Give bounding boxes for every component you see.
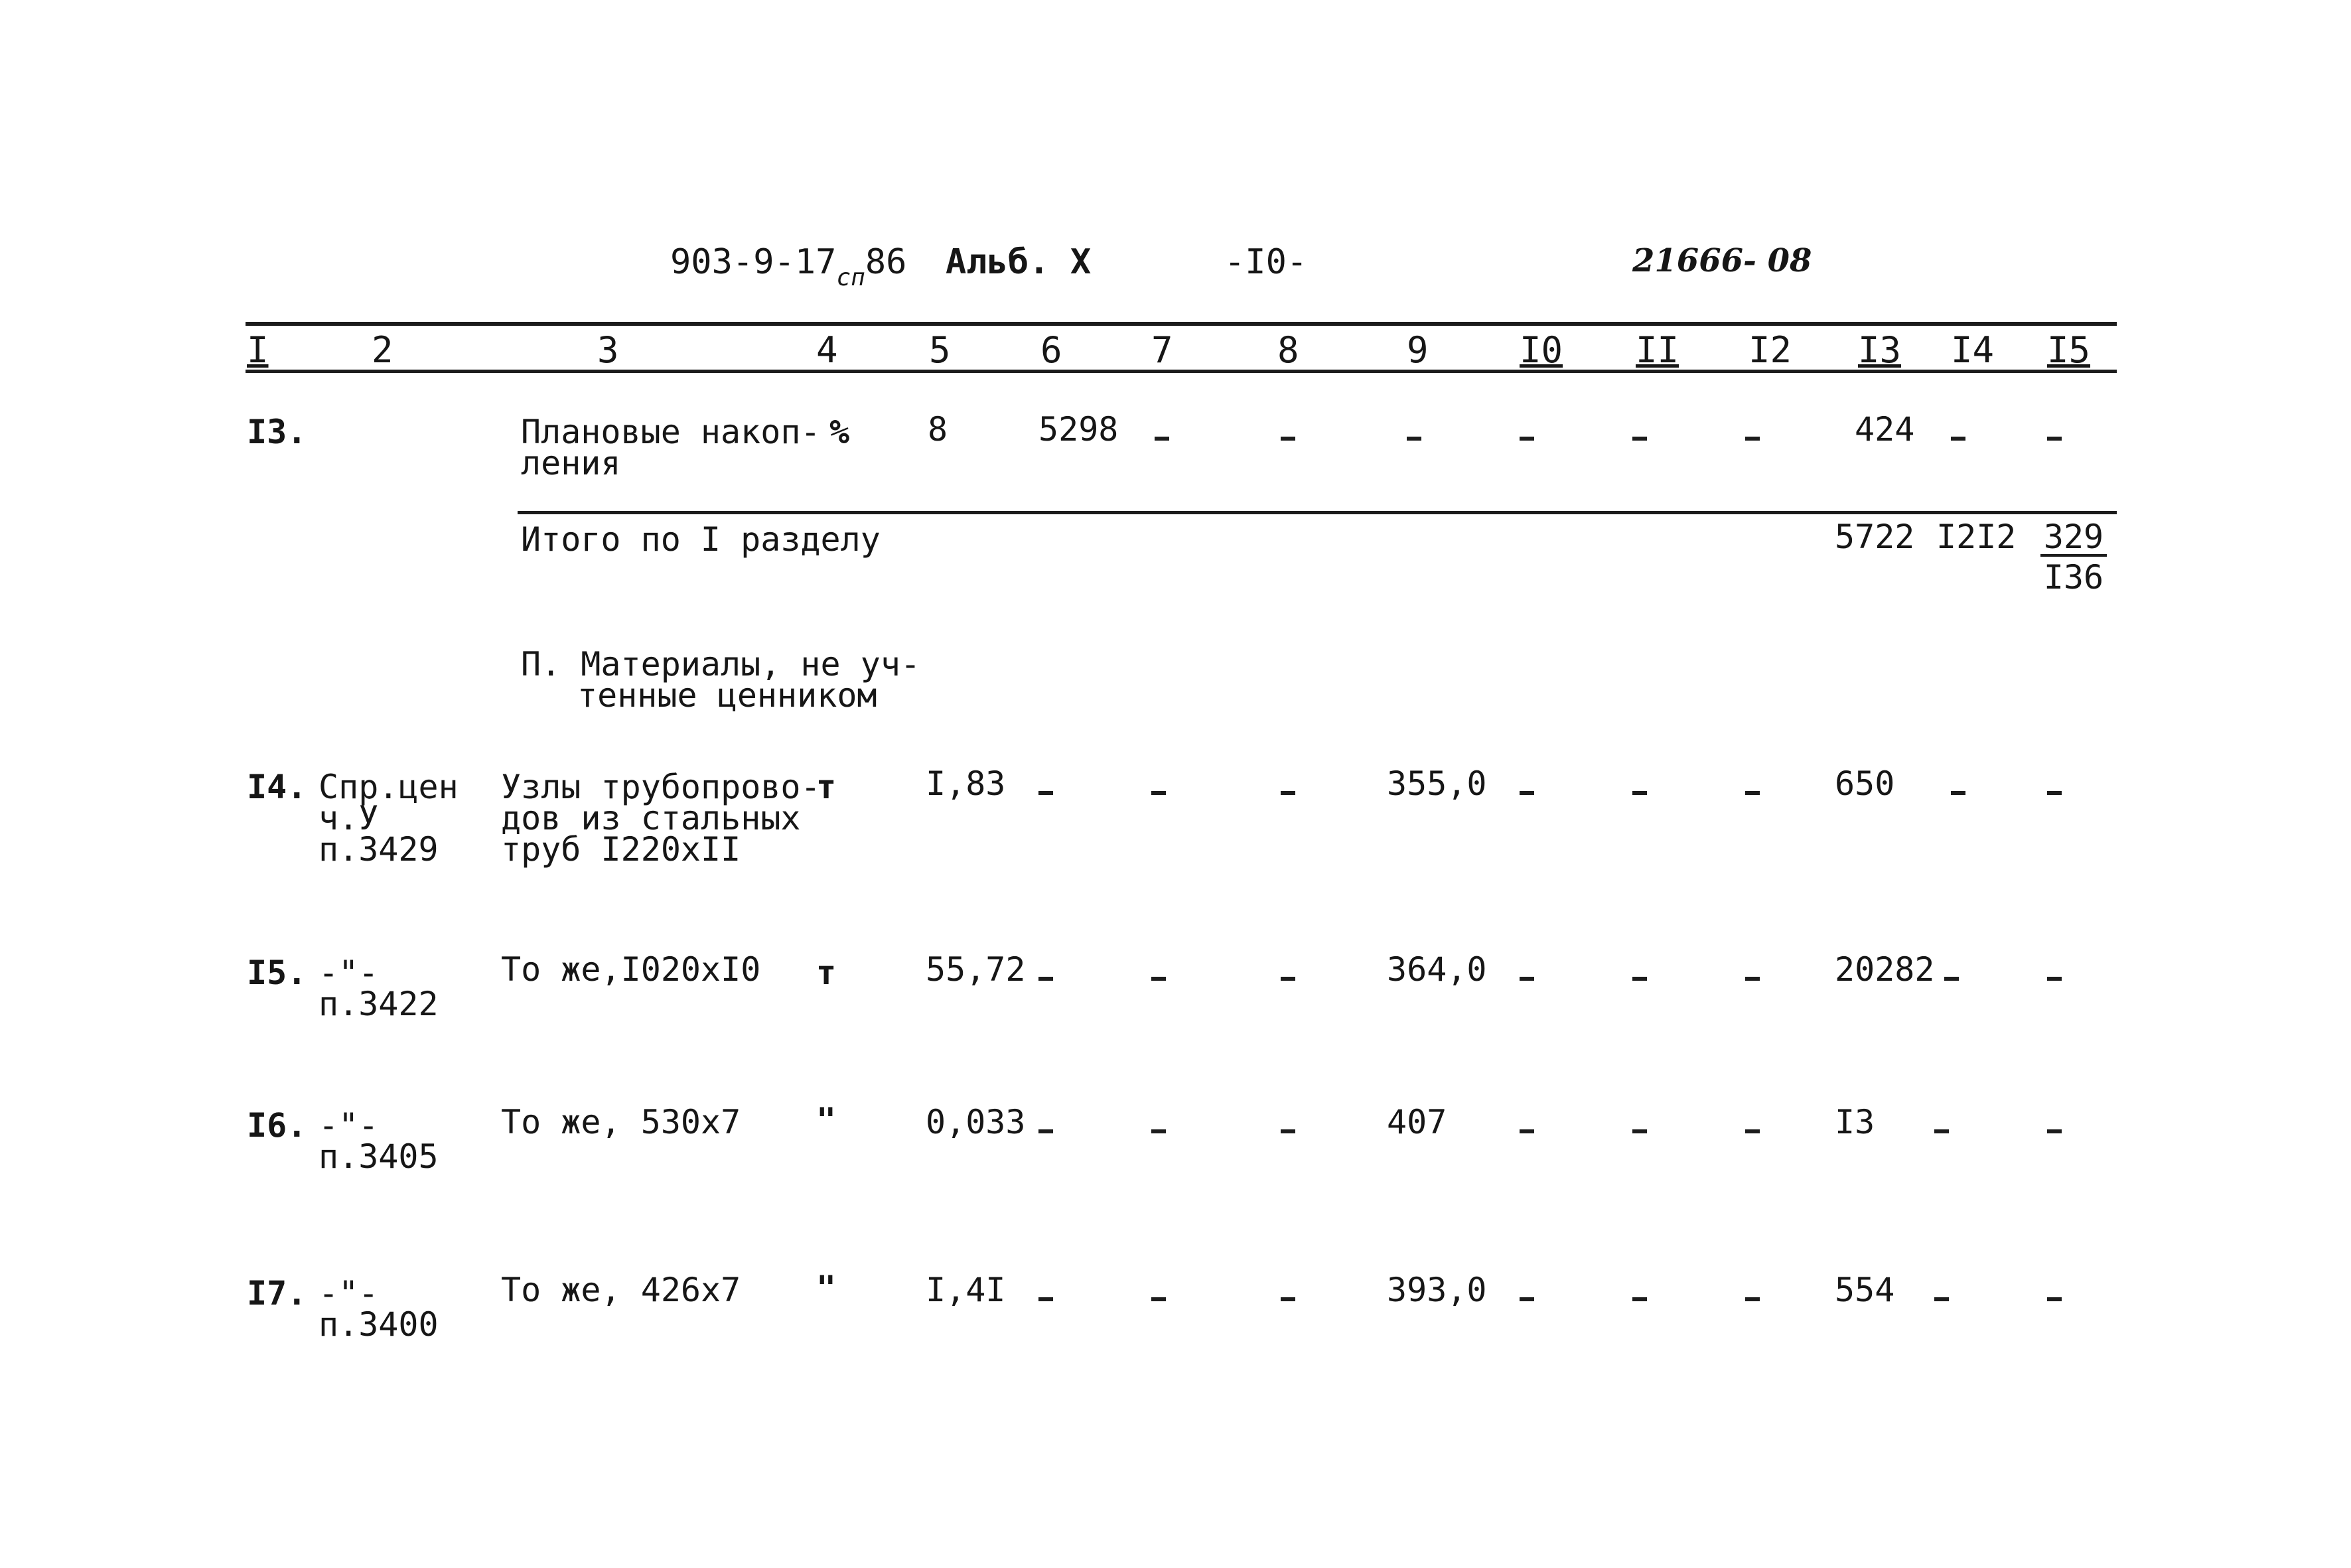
dash-col6	[1038, 1297, 1053, 1301]
row-col13: 424	[1855, 410, 1915, 449]
col-header-13: I3	[1858, 329, 1902, 371]
dash-col14	[1951, 791, 1965, 795]
row-source-line-3: п.3429	[319, 830, 439, 869]
row-name: То же,I020хI0	[501, 950, 761, 989]
row-source-line-2: п.3405	[319, 1137, 439, 1176]
dash-col10	[1520, 437, 1534, 441]
dash-col12	[1745, 977, 1760, 981]
dash-col11	[1632, 791, 1647, 795]
section-heading-line-1: П. Материалы, не уч-	[521, 645, 921, 683]
row-unit: т	[816, 954, 837, 992]
row-source-line-1: -"-	[319, 1274, 379, 1313]
row-name-line-2: ления	[521, 444, 621, 482]
archive-number: 21666- 08	[1632, 242, 1812, 279]
dash-col7	[1151, 1129, 1166, 1133]
dash-col7	[1151, 977, 1166, 981]
row-source-line-2: п.3400	[319, 1305, 439, 1344]
dash-col15	[2047, 791, 2062, 795]
dash-col9	[1407, 437, 1421, 441]
total-col15-fraction	[2040, 518, 2107, 597]
col-header-15: I5	[2047, 329, 2091, 371]
col-header-2: 2	[372, 329, 393, 371]
row-name-line-3: труб I220хII	[501, 830, 741, 869]
row-source-line-2: ч.У	[319, 799, 379, 837]
col-header-4: 4	[816, 329, 838, 371]
dash-col10	[1520, 1297, 1534, 1301]
dash-col14	[1934, 1129, 1949, 1133]
dash-col15	[2047, 1129, 2062, 1133]
row-name-line-1: Плановые накоп-	[521, 413, 821, 451]
dash-col8	[1281, 437, 1295, 441]
dash-col8	[1281, 1297, 1295, 1301]
row-col9: 407	[1387, 1103, 1447, 1141]
row-col5: 8	[928, 410, 948, 449]
row-col9: 393,0	[1387, 1271, 1487, 1309]
total-col13: 5722	[1835, 518, 1915, 556]
dash-col10	[1520, 977, 1534, 981]
dash-col7	[1151, 791, 1166, 795]
row-col13: 650	[1835, 764, 1895, 803]
col-header-8: 8	[1277, 329, 1299, 371]
dash-col12	[1745, 1129, 1760, 1133]
row-name: То же, 530х7	[501, 1103, 741, 1141]
col-header-6: 6	[1040, 329, 1062, 371]
dash-col12	[1745, 437, 1760, 441]
row-number: I3.	[247, 413, 307, 451]
row-col13: 554	[1835, 1271, 1895, 1309]
row-source-line-1: -"-	[319, 1106, 379, 1145]
subtotal-rule	[518, 511, 2117, 514]
dash-col10	[1520, 1129, 1534, 1133]
col-header-12: I2	[1748, 329, 1792, 371]
row-name-line-2: дов из стальных	[501, 799, 801, 837]
row-col5: 0,033	[926, 1103, 1026, 1141]
dash-col7	[1151, 1297, 1166, 1301]
page-number: -I0-	[1224, 242, 1308, 282]
row-source-line-1: Спр.цен	[319, 768, 459, 806]
document-code	[670, 242, 907, 291]
col-header-3: 3	[597, 329, 619, 371]
row-name-line-1: Узлы трубопрово-	[501, 768, 821, 806]
total-label: Итого по I разделу	[521, 520, 881, 559]
dash-col12	[1745, 791, 1760, 795]
col-header-10: I0	[1520, 329, 1563, 371]
row-col5: 55,72	[926, 950, 1026, 989]
section-heading-line-2: тенные ценником	[577, 676, 877, 715]
row-col6: 5298	[1038, 410, 1119, 449]
row-unit: %	[829, 413, 850, 451]
dash-col11	[1632, 1129, 1647, 1133]
dash-col11	[1632, 1297, 1647, 1301]
table-top-rule	[246, 322, 2117, 326]
dash-col6	[1038, 791, 1053, 795]
dash-col15	[2047, 437, 2062, 441]
col-header-7: 7	[1151, 329, 1173, 371]
row-col13: I3	[1835, 1103, 1875, 1141]
col-header-5: 5	[929, 329, 951, 371]
row-col13: 20282	[1835, 950, 1935, 989]
dash-col8	[1281, 1129, 1295, 1133]
row-source-line-1: -"-	[319, 954, 379, 992]
row-number: I4.	[247, 768, 307, 806]
col-header-11: II	[1636, 329, 1679, 371]
row-unit: "	[816, 1269, 837, 1307]
dash-col8	[1281, 791, 1295, 795]
row-col9: 364,0	[1387, 950, 1487, 989]
col-header-14: I4	[1951, 329, 1995, 371]
col-header-9: 9	[1407, 329, 1429, 371]
fraction-denominator: I36	[2043, 558, 2104, 597]
total-col14: I2I2	[1936, 518, 2017, 556]
dash-col12	[1745, 1297, 1760, 1301]
doc-code-year: 86	[865, 242, 907, 282]
dash-col14	[1934, 1297, 1949, 1301]
album-label: Альб. X	[946, 242, 1092, 282]
row-col5: I,83	[926, 764, 1006, 803]
dash-col14	[1951, 437, 1965, 441]
row-number: I5.	[247, 954, 307, 992]
row-number: I6.	[247, 1106, 307, 1145]
dash-col7	[1155, 437, 1169, 441]
dash-col15	[2047, 977, 2062, 981]
row-name: То же, 426х7	[501, 1271, 741, 1309]
dash-col11	[1632, 437, 1647, 441]
fraction-numerator: 329	[2040, 522, 2107, 557]
column-header-rule	[246, 370, 2117, 373]
doc-code-subscript: сп	[836, 264, 865, 291]
doc-code-text: 903-9-17	[670, 242, 837, 282]
col-header-1: I	[247, 329, 269, 371]
row-number: I7.	[247, 1274, 307, 1313]
row-col9: 355,0	[1387, 764, 1487, 803]
dash-col10	[1520, 791, 1534, 795]
dash-col15	[2047, 1297, 2062, 1301]
dash-col8	[1281, 977, 1295, 981]
row-unit: т	[816, 768, 837, 806]
row-source-line-2: п.3422	[319, 985, 439, 1023]
dash-col6	[1038, 977, 1053, 981]
dash-col14	[1944, 977, 1959, 981]
dash-col11	[1632, 977, 1647, 981]
dash-col6	[1038, 1129, 1053, 1133]
row-col5: I,4I	[926, 1271, 1006, 1309]
row-unit: "	[816, 1101, 837, 1139]
